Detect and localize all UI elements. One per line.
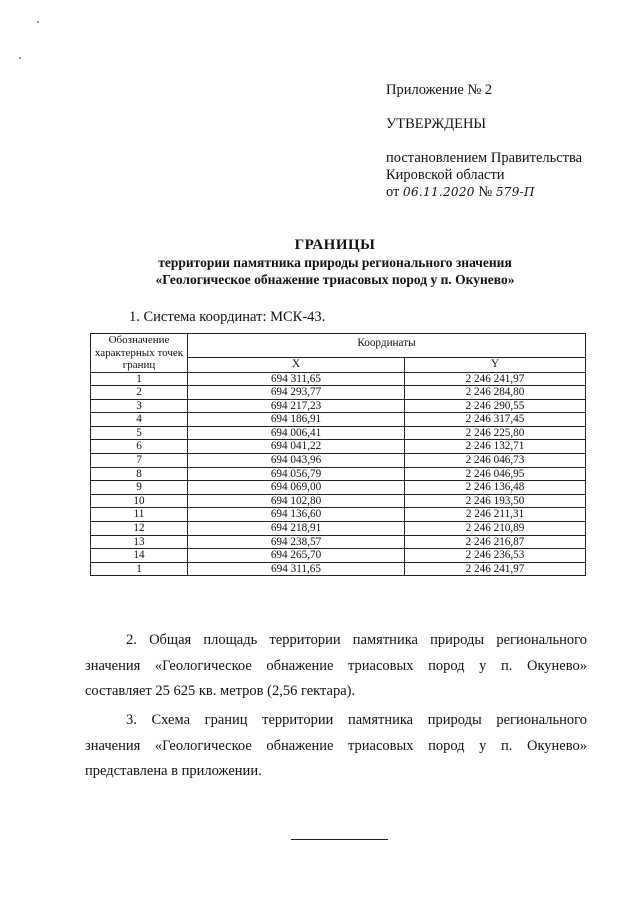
cell-point: 10 <box>91 494 188 508</box>
cell-point: 3 <box>91 399 188 413</box>
coordinate-system-heading: 1. Система координат: МСК-43. <box>129 309 326 325</box>
table-row <box>91 399 586 413</box>
table-row <box>91 508 586 522</box>
cell-y: 2 246 216,87 <box>405 535 586 549</box>
cell-x: 694 186,91 <box>188 413 405 427</box>
table-row <box>91 494 586 508</box>
from-prefix: от <box>386 184 400 200</box>
table-row <box>91 440 586 454</box>
table-row <box>91 386 586 400</box>
title-line-3: «Геологическое обнажение триасовых пород у п. Окунево» <box>155 272 515 287</box>
decree-line-2: Кировской области <box>386 167 505 183</box>
cell-point: 7 <box>91 454 188 468</box>
coordinates-table <box>90 333 586 576</box>
cell-x: 694 238,57 <box>188 535 405 549</box>
cell-point: 9 <box>91 481 188 495</box>
cell-point: 8 <box>91 467 188 481</box>
cell-y: 2 246 241,97 <box>405 562 586 576</box>
table-row <box>91 426 586 440</box>
cell-y: 2 246 046,73 <box>405 454 586 468</box>
footer-separator <box>291 839 388 840</box>
cell-y: 2 246 284,80 <box>405 386 586 400</box>
cell-point: 14 <box>91 549 188 563</box>
cell-y: 2 246 136,48 <box>405 481 586 495</box>
cell-x: 694 056,79 <box>188 467 405 481</box>
decree-date-line <box>386 184 582 201</box>
scan-speck <box>19 57 21 59</box>
cell-y: 2 246 132,71 <box>405 440 586 454</box>
table-row <box>91 481 586 495</box>
cell-x: 694 006,41 <box>188 426 405 440</box>
cell-point: 5 <box>91 426 188 440</box>
cell-x: 694 041,22 <box>188 440 405 454</box>
cell-x: 694 311,65 <box>188 372 405 386</box>
paragraph-2-line-1: 2. Общая площадь территории памятника природы регионального <box>126 632 587 648</box>
paragraph-area <box>85 628 587 705</box>
cell-point: 2 <box>91 386 188 400</box>
cell-point: 13 <box>91 535 188 549</box>
coordinates-table-body <box>91 372 586 576</box>
cell-y: 2 246 046,95 <box>405 467 586 481</box>
approved-label: УТВЕРЖДЕНЫ <box>386 116 487 132</box>
header-x: X <box>188 357 405 372</box>
paragraph-2-line-3: составляет 25 625 кв. метров (2,56 гектара). <box>85 683 356 699</box>
scan-speck <box>37 21 39 23</box>
paragraph-3-line-1: 3. Схема границ территории памятника природы регионального <box>126 712 587 728</box>
cell-y: 2 246 193,50 <box>405 494 586 508</box>
cell-point: 1 <box>91 562 188 576</box>
cell-x: 694 311,65 <box>188 562 405 576</box>
cell-point: 12 <box>91 522 188 536</box>
cell-point: 11 <box>91 508 188 522</box>
cell-y: 2 246 225,80 <box>405 426 586 440</box>
cell-x: 694 217,23 <box>188 399 405 413</box>
cell-x: 694 043,96 <box>188 454 405 468</box>
cell-x: 694 069,00 <box>188 481 405 495</box>
paragraph-2-line-2: значения «Геологическое обнажение триасовых пород у п. Окунево» <box>85 657 587 674</box>
header-y: Y <box>405 357 586 372</box>
cell-x: 694 102,80 <box>188 494 405 508</box>
cell-x: 694 265,70 <box>188 549 405 563</box>
paragraph-3-line-3: представлена в приложении. <box>85 763 262 779</box>
table-row <box>91 522 586 536</box>
table-row <box>91 413 586 427</box>
decree-line-1: постановлением Правительства <box>386 150 583 166</box>
cell-point: 6 <box>91 440 188 454</box>
table-row <box>91 549 586 563</box>
header-point: Обозначение характерных точек границ <box>91 334 188 373</box>
number-prefix: № <box>478 184 493 200</box>
handwritten-date: 06.11.2020 <box>403 185 475 199</box>
header-coordinates: Координаты <box>188 334 586 358</box>
table-row <box>91 562 586 576</box>
table-row <box>91 467 586 481</box>
table-row <box>91 372 586 386</box>
appendix-number: Приложение № 2 <box>386 82 493 98</box>
document-title <box>0 236 640 288</box>
paragraph-scheme <box>85 708 587 785</box>
paragraph-3-line-2: значения «Геологическое обнажение триасовых пород у п. Окунево» <box>85 737 587 754</box>
approval-block <box>386 82 582 201</box>
cell-x: 694 136,60 <box>188 508 405 522</box>
cell-y: 2 246 210,89 <box>405 522 586 536</box>
title-main: ГРАНИЦЫ <box>294 237 376 253</box>
table-row <box>91 454 586 468</box>
cell-x: 694 218,91 <box>188 522 405 536</box>
cell-point: 4 <box>91 413 188 427</box>
handwritten-number: 579-П <box>495 185 535 199</box>
cell-y: 2 246 241,97 <box>405 372 586 386</box>
cell-y: 2 246 211,31 <box>405 508 586 522</box>
cell-y: 2 246 317,45 <box>405 413 586 427</box>
title-line-2: территории памятника природы регионального значения <box>158 255 512 270</box>
cell-point: 1 <box>91 372 188 386</box>
table-row <box>91 535 586 549</box>
cell-y: 2 246 236,53 <box>405 549 586 563</box>
cell-y: 2 246 290,55 <box>405 399 586 413</box>
cell-x: 694 293,77 <box>188 386 405 400</box>
